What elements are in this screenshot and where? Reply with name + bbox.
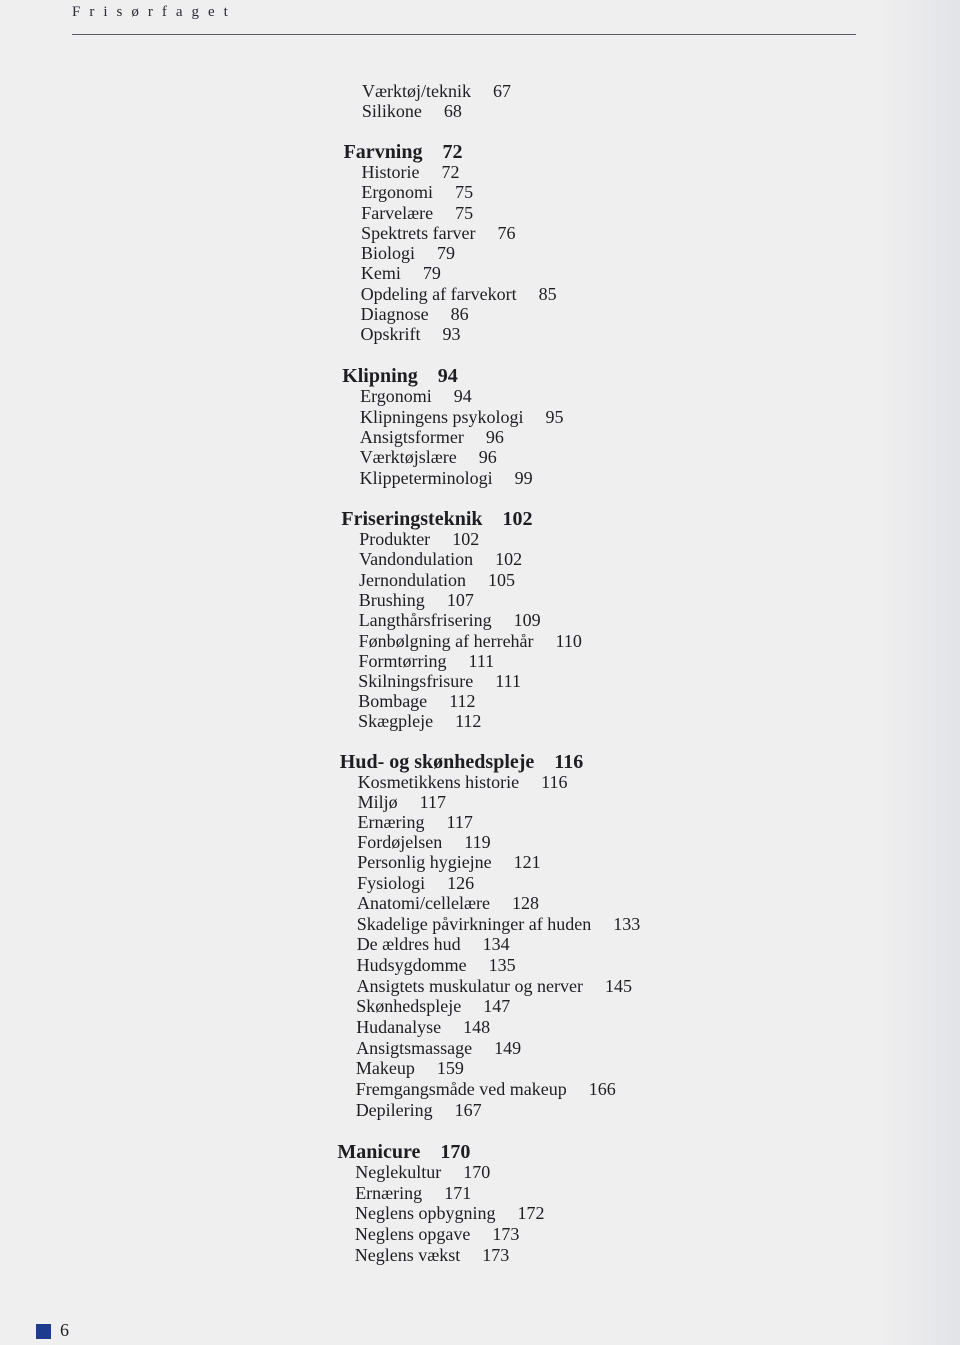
toc-entry-page-number: 96 [485,427,504,447]
toc-entry-title: Biologi [361,243,416,263]
running-header: Frisørfaget [72,4,237,20]
toc-entry-title: Anatomi/cellelære [357,893,490,913]
toc-entry-page-number: 75 [455,203,474,223]
toc-entry [361,202,473,224]
page-number: 6 [60,1320,69,1340]
toc-entry-page-number: 159 [436,1058,464,1078]
toc-entry-page-number: 72 [442,141,463,163]
toc-entry-title: Neglekultur [355,1162,442,1182]
toc-entry-title: Opskrift [360,324,421,344]
toc-entry-page-number: 128 [511,893,539,913]
toc-entry-title: Neglens vækst [354,1245,461,1265]
toc-entry-title: Kemi [360,263,401,283]
toc-entry [359,630,582,652]
toc-entry-page-number: 172 [517,1203,545,1223]
toc-entry [360,406,564,428]
toc-entry [358,811,473,833]
toc-entry-page-number: 94 [453,386,472,406]
toc-entry-page-number: 95 [545,407,564,427]
toc-entry-title: Klippeterminologi [359,468,493,488]
toc-entry-title: Skægpleje [358,711,434,731]
toc-entry [357,913,640,935]
toc-entry [358,710,481,732]
toc-entry-title: Skønhedspleje [356,996,462,1016]
toc-entry-title: Skadelige påvirkninger af huden [356,914,592,934]
toc-entry-page-number: 110 [555,631,582,651]
toc-entry [357,975,632,997]
toc-entry-page-number: 107 [446,590,474,610]
toc-entry [359,548,522,570]
toc-entry-title: Jernondulation [359,570,466,590]
toc-entry [359,650,495,672]
toc-entry-title: Ansigtsformer [359,427,464,447]
toc-entry-title: Neglens opbygning [355,1203,496,1223]
toc-entry-title: De ældres hud [356,934,461,954]
toc-entry-page-number: 76 [497,223,516,243]
toc-entry-page-number: 135 [488,955,516,975]
toc-entry-title: Farvelære [361,203,434,223]
toc-entry-title: Ansigtsmassage [356,1038,473,1058]
toc-entry [362,80,511,102]
toc-entry-title: Manicure [337,1141,421,1163]
toc-entry [355,1161,490,1183]
toc-entry [358,690,475,712]
toc-entry-page-number: 72 [441,162,460,182]
toc-entry [357,831,490,853]
toc-entry-title: Fordøjelsen [357,832,443,852]
toc-entry [358,771,568,793]
toc-entry-page-number: 145 [604,976,632,996]
toc-entry-page-number: 126 [447,873,475,893]
toc-entry [361,303,469,325]
toc-entry [361,181,473,203]
toc-entry-page-number: 119 [464,832,491,852]
toc-entry-title: Fønbølgning af herrehår [358,631,534,651]
toc-entry-page-number: 105 [487,570,515,590]
toc-entry-page-number: 133 [613,914,641,934]
toc-entry [356,1016,490,1038]
page-marker-square [36,1324,51,1339]
toc-entry [355,1223,519,1245]
toc-entry-page-number: 116 [541,772,568,792]
toc-entry-title: Makeup [355,1058,415,1078]
toc-entry [359,569,515,591]
toc-entry [360,446,497,468]
toc-entry-title: Diagnose [360,304,429,324]
toc-entry-page-number: 121 [513,852,541,872]
toc-entry [360,385,472,407]
toc-entry [355,1244,510,1266]
toc-entry-title: Kosmetikkens historie [357,772,520,792]
toc-entry [357,933,510,955]
toc-entry-page-number: 99 [514,468,533,488]
toc-entry [362,161,460,183]
toc-entry-title: Historie [361,162,420,182]
toc-entry [357,954,516,976]
toc-entry-page-number: 147 [483,996,511,1016]
toc-entry-title: Klipning [342,365,418,387]
toc-entry-title: Neglens opgave [354,1224,471,1244]
toc-entry-title: Opdeling af farvekort [360,284,517,304]
toc-entry-title: Hud- og skønhedspleje [339,751,535,773]
toc-entry [360,467,533,489]
toc-entry-title: Depilering [355,1100,433,1120]
toc-entry [361,222,515,244]
toc-entry [359,528,479,550]
toc-entry [357,872,474,894]
toc-entry-title: Værktøjslære [359,447,457,467]
toc-entry-page-number: 96 [478,447,497,467]
toc-entry-title: Hudsygdomme [356,955,467,975]
toc-entry [361,323,461,345]
toc-entry-page-number: 148 [463,1017,491,1037]
toc-entry-title: Klipningens psykologi [360,407,524,427]
toc-entry-title: Ernæring [355,1183,423,1203]
toc-entry-page-number: 167 [454,1100,482,1120]
toc-entry-title: Fremgangsmåde ved makeup [355,1079,567,1099]
toc-entry-title: Bombage [358,691,428,711]
toc-entry-page-number: 116 [554,751,584,773]
toc-entry-page-number: 93 [442,324,461,344]
toc-entry [359,609,541,631]
toc-entry [358,670,521,692]
toc-entry [362,100,462,122]
toc-entry-title: Produkter [359,529,431,549]
toc-entry-page-number: 79 [437,243,456,263]
toc-entry-page-number: 149 [494,1038,522,1058]
toc-entry-page-number: 79 [422,263,441,283]
toc-entry-title: Vandondulation [359,549,474,569]
toc-entry-page-number: 94 [437,365,458,387]
toc-entry-page-number: 134 [482,934,510,954]
toc-entry [356,1078,616,1100]
toc-entry-page-number: 117 [419,792,446,812]
toc-entry-title: Hudanalyse [356,1017,442,1037]
toc-entry-title: Skilningsfrisure [358,671,474,691]
toc-entry-title: Ansigtets muskulatur og nerver [356,976,583,996]
toc-entry-page-number: 102 [502,508,533,530]
toc-entry-title: Ergonomi [361,182,434,202]
toc-entry-page-number: 170 [463,1162,491,1182]
toc-entry-page-number: 109 [513,610,541,630]
toc-entry-title: Langthårsfrisering [358,610,492,630]
toc-entry [355,1202,544,1224]
toc-entry-title: Personlig hygiejne [357,852,492,872]
toc-entry-title: Silikone [361,101,422,121]
toc-entry [361,242,455,264]
toc-entry [361,283,557,305]
toc-entry-page-number: 102 [495,549,523,569]
toc-entry-title: Værktøj/teknik [362,81,471,101]
toc-entry [356,995,510,1017]
toc-entry-page-number: 111 [495,671,521,691]
toc-entry-page-number: 68 [443,101,462,121]
toc-entry [361,262,441,284]
toc-entry-page-number: 112 [455,711,482,731]
toc-entry [356,1037,521,1059]
toc-entry [356,1099,482,1121]
toc-entry [356,1057,464,1079]
toc-entry [358,791,446,813]
toc-entry-page-number: 171 [444,1183,472,1203]
toc-entry [360,426,504,448]
toc-entry-page-number: 67 [493,81,511,101]
toc-entry-title: Spektrets farver [361,223,476,243]
toc-entry [357,892,539,914]
toc-entry-title: Ergonomi [360,386,432,406]
toc-entry-page-number: 85 [538,284,557,304]
toc-entry-page-number: 75 [455,182,474,202]
toc-entry-title: Friseringsteknik [341,508,483,530]
toc-entry-title: Ernæring [357,812,425,832]
toc-entry-page-number: 112 [449,691,476,711]
toc-entry-page-number: 102 [452,529,480,549]
toc-entry-page-number: 111 [468,651,495,671]
toc-entry-title: Miljø [357,792,398,812]
toc-entry-page-number: 173 [482,1245,510,1265]
toc-entry-page-number: 173 [492,1224,520,1244]
toc-entry [359,589,474,611]
toc-entry-title: Formtørring [358,651,447,671]
toc-entry-page-number: 86 [450,304,469,324]
toc-entry-title: Fysiologi [357,873,426,893]
toc-entry-page-number: 117 [446,812,473,832]
toc-entry-title: Farvning [343,141,423,163]
toc-entry [357,851,540,873]
toc-entry-page-number: 170 [440,1141,471,1163]
toc-entry-title: Brushing [358,590,425,610]
toc-entry [355,1182,471,1204]
toc-entry-page-number: 166 [588,1079,616,1099]
